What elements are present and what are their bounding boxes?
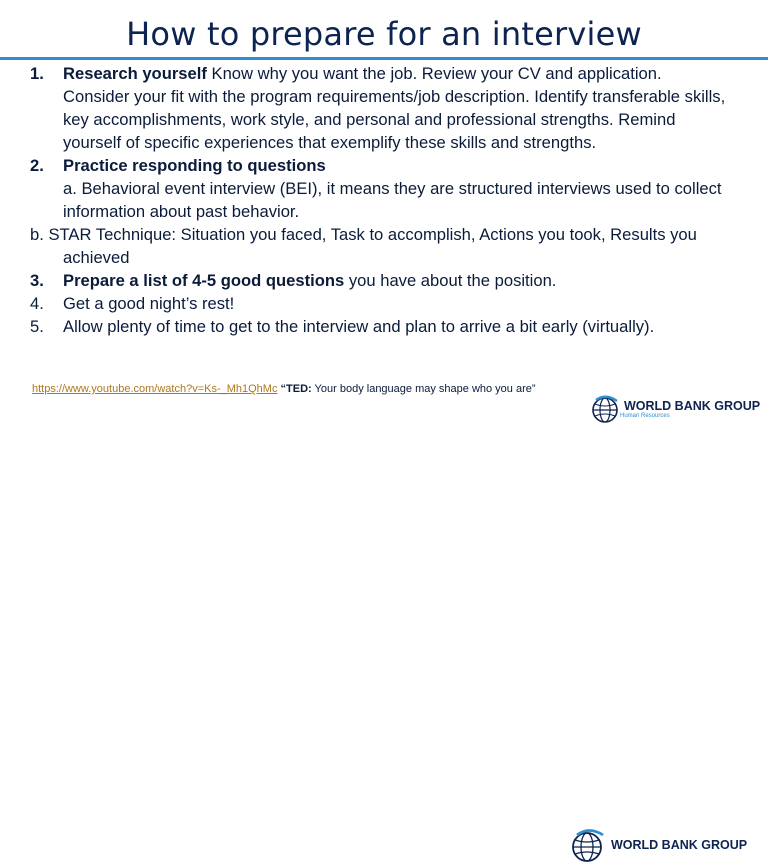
step-text: you have about the position. <box>344 271 557 290</box>
logo-subtitle: Human Resources <box>620 412 670 419</box>
step-body <box>63 62 730 154</box>
list-item <box>30 62 730 154</box>
globe-icon <box>569 827 607 863</box>
youtube-link[interactable]: https://www.youtube.com/watch?v=Ks-_Mh1QhMc <box>32 383 278 395</box>
globe-icon <box>590 394 620 424</box>
step-number: 4. <box>30 294 44 313</box>
step-text: Know why you want the job. Review your CV and application. Consider your fit with the program requirements/job description. Identify transferable skills, key accomplishments, work style, and personal and professional strengths. Remind yourself of specific experiences that exemplify these skills and strengths. <box>63 64 726 152</box>
step-number: 5. <box>30 317 44 336</box>
step-heading: Research yourself <box>63 64 207 83</box>
logo-brand-text: WORLD BANK GROUP <box>611 838 748 852</box>
ted-talk-title: Your body language may shape who you are” <box>311 383 536 395</box>
list-item <box>30 292 730 315</box>
list-item <box>30 154 730 269</box>
steps-list <box>30 62 730 338</box>
step-number: 3. <box>30 271 44 290</box>
step-heading: Prepare a list of 4-5 good questions <box>63 271 345 290</box>
step-number: 1. <box>30 64 44 83</box>
step-number: 2. <box>30 156 44 175</box>
world-bank-logo-bottom <box>569 827 747 863</box>
list-item <box>30 269 730 292</box>
step-subpoint-a: a. Behavioral event interview (BEI), it means they are structured interviews used to collect information about past behavior. <box>63 179 722 221</box>
step-subpoint-b: b. STAR Technique: Situation you faced, Task to accomplish, Actions you took, Results you achieved <box>30 225 697 267</box>
step-heading: Practice responding to questions <box>63 156 326 175</box>
page-title: How to prepare for an interview <box>126 15 642 53</box>
reference-line <box>32 381 536 397</box>
step-body <box>63 269 730 292</box>
logo-brand-text: WORLD BANK GROUP <box>624 398 761 413</box>
step-body <box>30 154 730 269</box>
step-text: Allow plenty of time to get to the interview and plan to arrive a bit early (virtually). <box>63 317 655 336</box>
step-text: Get a good night’s rest! <box>63 294 235 313</box>
title-divider <box>0 57 768 60</box>
list-item <box>30 315 730 338</box>
world-bank-logo-top <box>590 394 760 424</box>
ted-label: “TED: <box>280 383 312 395</box>
